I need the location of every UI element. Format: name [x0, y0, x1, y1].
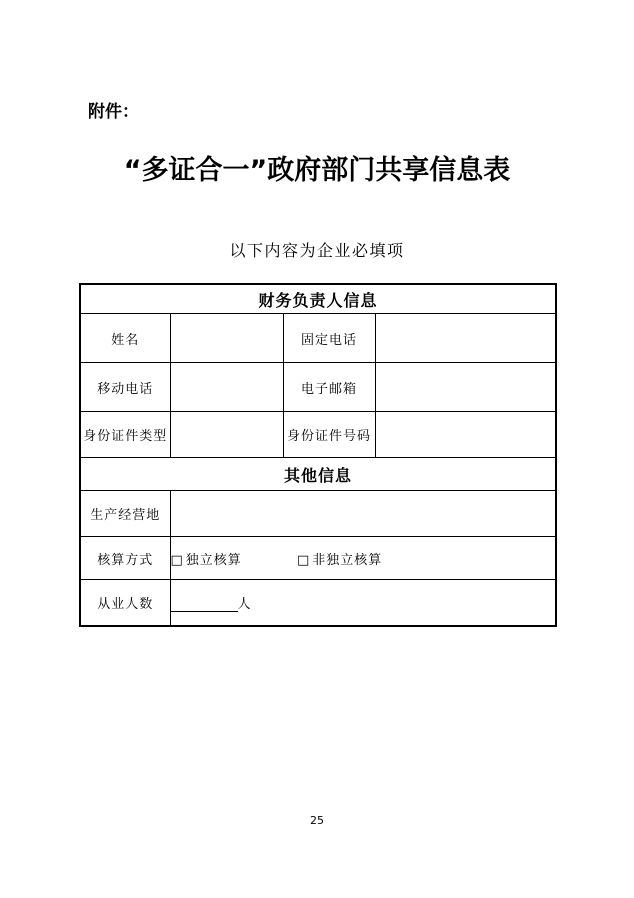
checkbox-icon: □ — [296, 552, 311, 568]
checkbox-icon: □ — [170, 552, 184, 568]
name-value-cell — [170, 314, 283, 363]
id-number-label: 身份证件号码 — [283, 412, 375, 458]
accounting-options-cell — [170, 537, 556, 580]
fixed-phone-label: 固定电话 — [283, 314, 375, 363]
business-location-label: 生产经营地 — [80, 491, 170, 537]
section-header-other: 其他信息 — [80, 458, 556, 491]
option-independent-accounting — [171, 549, 242, 568]
fixed-phone-value-cell — [375, 314, 556, 363]
table-row — [80, 412, 556, 458]
section-header-financial: 财务负责人信息 — [80, 284, 556, 314]
id-type-label: 身份证件类型 — [80, 412, 170, 458]
employee-count-blank — [171, 597, 238, 612]
id-type-value-cell — [170, 412, 283, 458]
email-value-cell — [375, 363, 556, 412]
option-non-independent-accounting — [297, 549, 382, 568]
page-number: 25 — [310, 814, 324, 827]
table-row — [80, 491, 556, 537]
employee-count-cell — [170, 580, 556, 627]
name-label: 姓名 — [80, 314, 170, 363]
table-row — [80, 314, 556, 363]
mobile-phone-label: 移动电话 — [80, 363, 170, 412]
page-title: “多证合一”政府部门共享信息表 — [123, 155, 511, 186]
table-row — [80, 580, 556, 627]
email-label: 电子邮箱 — [283, 363, 375, 412]
shared-info-table — [79, 283, 557, 627]
employee-count-label: 从业人数 — [80, 580, 170, 627]
accounting-method-label: 核算方式 — [80, 537, 170, 580]
table-row — [80, 284, 556, 314]
table-row — [80, 537, 556, 580]
table-row — [80, 363, 556, 412]
mobile-phone-value-cell — [170, 363, 283, 412]
option-label: 独立核算 — [185, 552, 242, 568]
attachment-label: 附件： — [88, 102, 139, 122]
id-number-value-cell — [375, 412, 556, 458]
employee-count-suffix: 人 — [237, 597, 252, 612]
page-subtitle: 以下内容为企业必填项 — [229, 241, 405, 260]
option-label: 非独立核算 — [312, 552, 383, 568]
business-location-value-cell — [170, 491, 556, 537]
table-row — [80, 458, 556, 491]
